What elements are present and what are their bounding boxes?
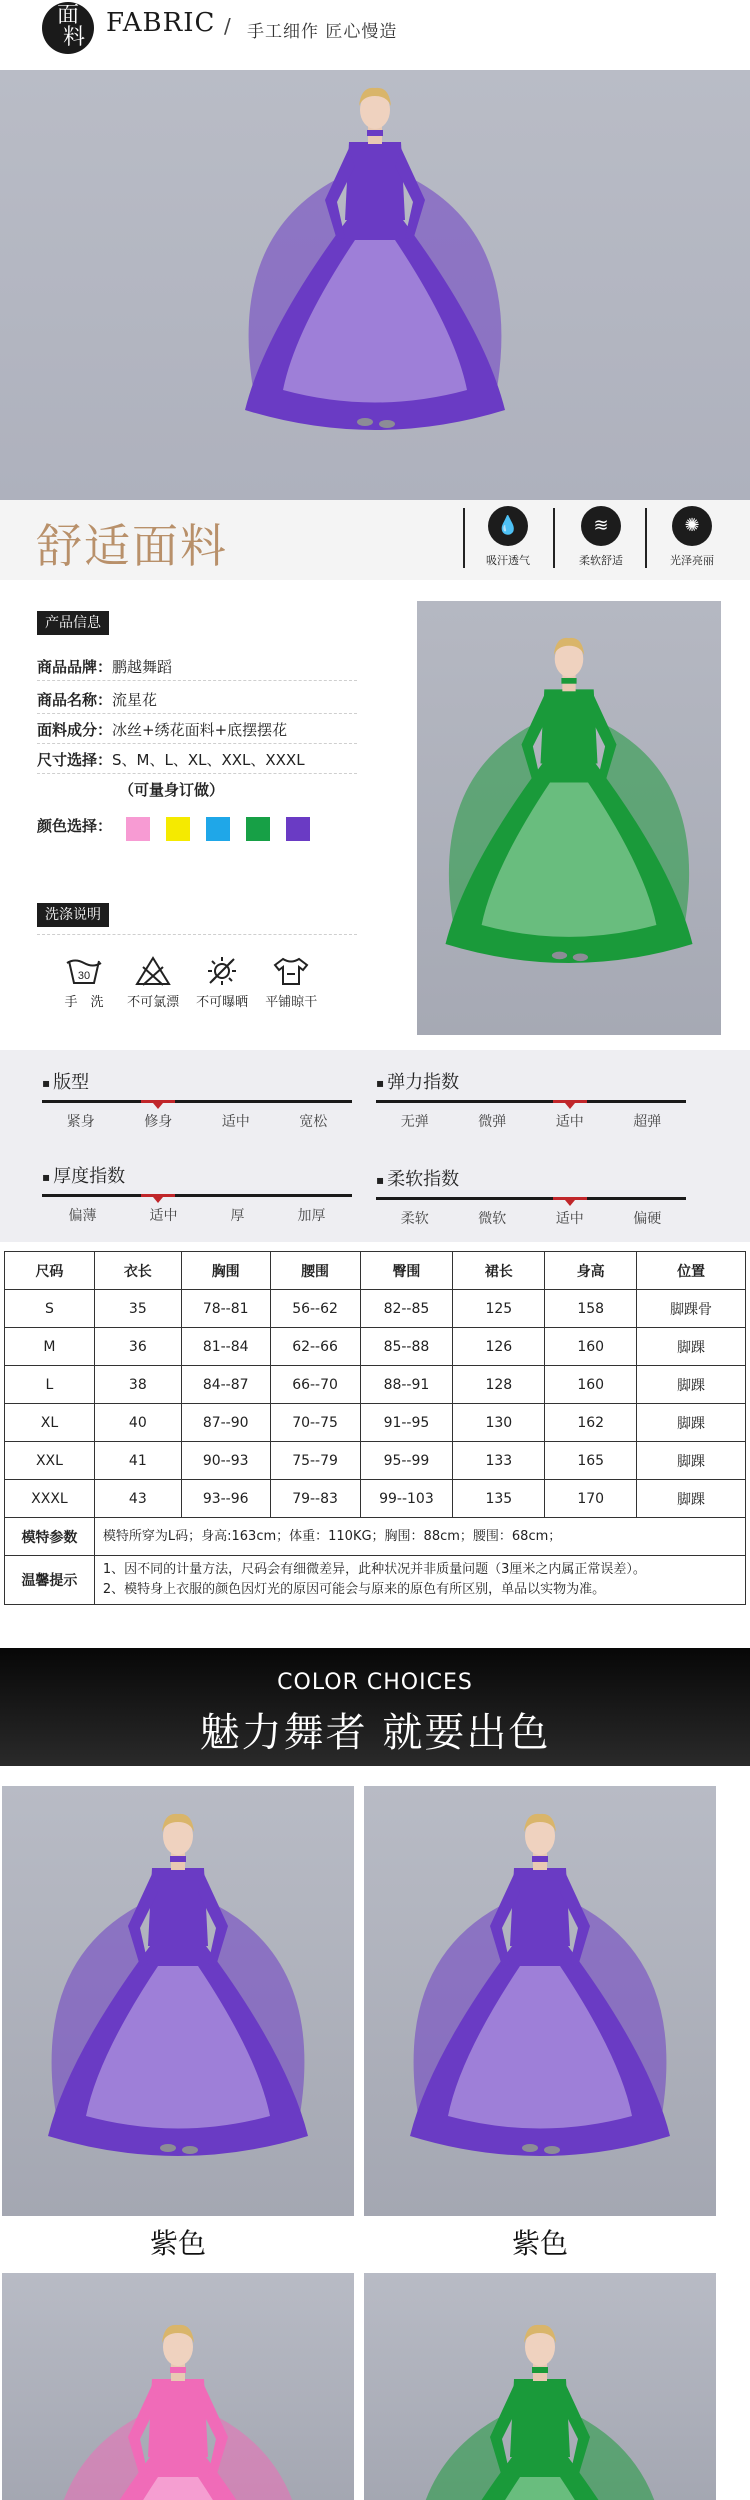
cell: 135 bbox=[453, 1480, 545, 1518]
cell: 40 bbox=[94, 1404, 181, 1442]
no-bleach bbox=[121, 955, 185, 1010]
side-product-photo bbox=[417, 601, 721, 1035]
index-level: 厚 bbox=[230, 1208, 245, 1224]
no-bleach-icon bbox=[121, 955, 185, 991]
dancer-choker bbox=[561, 678, 576, 684]
logo-char-2: 料 bbox=[62, 25, 85, 50]
color-swatch-purple[interactable] bbox=[286, 817, 310, 841]
index-marker bbox=[141, 1194, 175, 1197]
brand-word: FABRIC bbox=[106, 8, 216, 38]
tip-1: 1、因不同的计量方法，尺码会有细微差异，此种状况并非质量问题（3厘米之内属正常误差）。 bbox=[102, 1562, 646, 1577]
color-photo-pink bbox=[2, 2273, 354, 2500]
feature-divider bbox=[553, 508, 555, 568]
dress-bodice bbox=[148, 1868, 208, 1946]
cell: 158 bbox=[545, 1290, 637, 1328]
custom-note-text: （可量身订做） bbox=[119, 781, 225, 799]
feature-divider bbox=[645, 508, 647, 568]
index-level: 适中 bbox=[221, 1114, 250, 1130]
color-swatch-pink[interactable] bbox=[126, 817, 150, 841]
dancer-shoe bbox=[357, 418, 373, 426]
color-select-label bbox=[37, 814, 127, 840]
cell: 43 bbox=[94, 1480, 181, 1518]
index-marker bbox=[553, 1197, 587, 1200]
info-value: 流星花 bbox=[112, 691, 158, 709]
cell: 78--81 bbox=[181, 1290, 270, 1328]
wash-label: 洗涤说明 bbox=[37, 903, 109, 927]
color-choices-cn-title: 魅力舞者 就要出色 bbox=[199, 1710, 551, 1756]
index-level: 微弹 bbox=[478, 1114, 507, 1130]
dancer-choker bbox=[532, 2367, 548, 2373]
tip-2: 2、模特身上衣服的颜色因灯光的原因可能会与原来的原色有所区别，单品以实物为准。 bbox=[102, 1582, 606, 1597]
index-labels bbox=[42, 1111, 352, 1131]
feature-shine bbox=[659, 506, 725, 568]
index-marker bbox=[553, 1100, 587, 1103]
color-swatch-green[interactable] bbox=[246, 817, 270, 841]
dancer-shoe bbox=[522, 2144, 538, 2152]
color-key: 颜色选择： bbox=[37, 817, 113, 835]
cell: 脚踝 bbox=[637, 1442, 746, 1480]
cell: 126 bbox=[453, 1328, 545, 1366]
cell: 93--96 bbox=[181, 1480, 270, 1518]
dancer-shoe bbox=[552, 952, 567, 960]
color-caption: 紫色 bbox=[511, 2227, 568, 2260]
index-scale-bar bbox=[42, 1194, 352, 1197]
cell: 62--66 bbox=[270, 1328, 360, 1366]
flat-dry bbox=[259, 955, 323, 1010]
info-row-name bbox=[37, 688, 357, 714]
soft-waves-icon: ≋ bbox=[581, 506, 621, 546]
info-key: 面料成分： bbox=[37, 721, 113, 739]
no-sun-icon bbox=[190, 955, 254, 991]
index-level: 紧身 bbox=[66, 1114, 95, 1130]
dancer-shoe bbox=[379, 420, 395, 428]
cell: 脚踝 bbox=[637, 1404, 746, 1442]
index-level: 宽松 bbox=[299, 1114, 328, 1130]
index-elasticity bbox=[376, 1068, 686, 1131]
cell: 87--90 bbox=[181, 1404, 270, 1442]
info-key: 商品品牌： bbox=[37, 658, 113, 676]
cell: XXL bbox=[5, 1442, 95, 1480]
feature-label: 吸汗透气 bbox=[486, 554, 530, 567]
index-fit bbox=[42, 1068, 352, 1131]
color-choices-banner bbox=[0, 1648, 750, 1766]
index-thickness bbox=[42, 1162, 352, 1225]
brand-slash: / bbox=[224, 14, 231, 38]
cell: 脚踝 bbox=[637, 1480, 746, 1518]
dress-bodice bbox=[148, 2379, 208, 2457]
info-row-brand bbox=[37, 655, 357, 681]
col-header: 衣长 bbox=[94, 1252, 181, 1290]
index-scale-bar bbox=[376, 1197, 686, 1200]
shine-icon: ✺ bbox=[672, 506, 712, 546]
model-params-label: 模特参数 bbox=[5, 1518, 95, 1556]
index-level: 无弹 bbox=[400, 1114, 429, 1130]
wash-label-text: 手 洗 bbox=[64, 995, 104, 1010]
cell: 75--79 bbox=[270, 1442, 360, 1480]
table-row bbox=[5, 1328, 746, 1366]
feature-title: 舒适面料 bbox=[36, 519, 228, 573]
cell: 70--75 bbox=[270, 1404, 360, 1442]
wash-label-text: 不可曝晒 bbox=[196, 995, 249, 1010]
svg-text:30: 30 bbox=[77, 970, 91, 982]
index-level: 适中 bbox=[149, 1208, 178, 1224]
cell: L bbox=[5, 1366, 95, 1404]
cell: S bbox=[5, 1290, 95, 1328]
dancer-figure-purple bbox=[0, 70, 750, 500]
wash-divider bbox=[37, 934, 357, 935]
table-row bbox=[5, 1442, 746, 1480]
cell: 35 bbox=[94, 1290, 181, 1328]
index-level: 偏薄 bbox=[68, 1208, 97, 1224]
cell: 56--62 bbox=[270, 1290, 360, 1328]
col-header: 位置 bbox=[637, 1252, 746, 1290]
dancer-figure-purple bbox=[364, 1786, 716, 2216]
dress-bodice bbox=[345, 142, 405, 220]
dancer-shoe bbox=[573, 954, 588, 962]
feature-sweat bbox=[475, 506, 541, 568]
table-row bbox=[5, 1480, 746, 1518]
size-table-header bbox=[5, 1252, 746, 1290]
color-choices-en-title: COLOR CHOICES bbox=[277, 1670, 473, 1695]
cell: 133 bbox=[453, 1442, 545, 1480]
cell: 脚踝 bbox=[637, 1328, 746, 1366]
col-header: 腰围 bbox=[270, 1252, 360, 1290]
index-labels bbox=[42, 1205, 352, 1225]
dancer-figure-purple bbox=[2, 1786, 354, 2216]
dancer-choker bbox=[170, 2367, 186, 2373]
info-value: S、M、L、XL、XXL、XXXL bbox=[112, 751, 305, 769]
dancer-choker bbox=[367, 130, 383, 136]
wash-label-text: 不可氯漂 bbox=[127, 995, 180, 1010]
index-labels bbox=[376, 1111, 686, 1131]
col-header: 尺码 bbox=[5, 1252, 95, 1290]
sweat-drops-icon: 💧 bbox=[488, 506, 528, 546]
hero-product-photo bbox=[0, 70, 750, 500]
info-key: 尺寸选择： bbox=[37, 751, 113, 769]
info-row-material bbox=[37, 718, 357, 744]
cell: XXXL bbox=[5, 1480, 95, 1518]
index-title: ▪ 柔软指数 bbox=[376, 1165, 686, 1189]
cell: 91--95 bbox=[360, 1404, 453, 1442]
index-title: ▪ 厚度指数 bbox=[42, 1162, 352, 1186]
tips-row bbox=[5, 1556, 746, 1605]
cell: 79--83 bbox=[270, 1480, 360, 1518]
cell: 84--87 bbox=[181, 1366, 270, 1404]
product-info-label: 产品信息 bbox=[37, 611, 109, 635]
tips-label: 温馨提示 bbox=[5, 1556, 95, 1605]
col-header: 身高 bbox=[545, 1252, 637, 1290]
col-header: 裙长 bbox=[453, 1252, 545, 1290]
cell: 41 bbox=[94, 1442, 181, 1480]
feature-label: 柔软舒适 bbox=[579, 554, 623, 567]
tips-content bbox=[94, 1556, 745, 1605]
dancer-shoe bbox=[182, 2146, 198, 2154]
table-row bbox=[5, 1404, 746, 1442]
hand-wash bbox=[52, 955, 116, 1010]
wash-icons bbox=[52, 955, 352, 1010]
cell: 95--99 bbox=[360, 1442, 453, 1480]
dancer-choker bbox=[532, 1856, 548, 1862]
cell: 165 bbox=[545, 1442, 637, 1480]
cell: 125 bbox=[453, 1290, 545, 1328]
cell: 99--103 bbox=[360, 1480, 453, 1518]
index-level: 加厚 bbox=[297, 1208, 326, 1224]
fabric-logo bbox=[42, 2, 94, 54]
custom-note bbox=[37, 778, 357, 804]
cell: 38 bbox=[94, 1366, 181, 1404]
col-header: 胸围 bbox=[181, 1252, 270, 1290]
cell: 170 bbox=[545, 1480, 637, 1518]
cell: 160 bbox=[545, 1366, 637, 1404]
wash-label-text: 平铺晾干 bbox=[265, 995, 318, 1010]
no-sun bbox=[190, 955, 254, 1010]
fabric-indices bbox=[0, 1050, 750, 1242]
index-marker bbox=[141, 1100, 175, 1103]
hand-wash-30-icon bbox=[52, 955, 116, 991]
dress-bodice bbox=[541, 689, 598, 763]
index-title: ▪ 弹力指数 bbox=[376, 1068, 686, 1092]
logo-char-1: 面 bbox=[56, 3, 79, 28]
index-scale-bar bbox=[376, 1100, 686, 1103]
feature-divider bbox=[463, 508, 465, 568]
feature-bar bbox=[0, 500, 750, 580]
color-photo-purple-1 bbox=[2, 1786, 354, 2216]
cell: M bbox=[5, 1328, 95, 1366]
cell: 162 bbox=[545, 1404, 637, 1442]
cell: 90--93 bbox=[181, 1442, 270, 1480]
cell: 130 bbox=[453, 1404, 545, 1442]
color-swatches bbox=[126, 817, 326, 845]
index-level: 微软 bbox=[478, 1211, 507, 1227]
cell: 81--84 bbox=[181, 1328, 270, 1366]
feature-soft bbox=[568, 506, 634, 568]
info-value: 鹏越舞蹈 bbox=[112, 658, 173, 676]
size-table bbox=[4, 1251, 746, 1605]
page-header bbox=[0, 0, 750, 60]
flat-dry-icon bbox=[259, 955, 323, 991]
dancer-shoe bbox=[160, 2144, 176, 2152]
cell: 脚踝 bbox=[637, 1366, 746, 1404]
index-level: 修身 bbox=[144, 1114, 173, 1130]
cell: 脚踝骨 bbox=[637, 1290, 746, 1328]
feature-label: 光泽亮丽 bbox=[670, 554, 714, 567]
info-key: 商品名称： bbox=[37, 691, 113, 709]
index-level: 偏硬 bbox=[633, 1211, 662, 1227]
model-params-text: 模特所穿为L码；身高:163cm；体重：110KG；胸围：88cm；腰围：68cm； bbox=[94, 1518, 745, 1556]
cell: XL bbox=[5, 1404, 95, 1442]
index-level: 适中 bbox=[555, 1114, 584, 1130]
color-photo-purple-2 bbox=[364, 1786, 716, 2216]
table-row bbox=[5, 1366, 746, 1404]
cell: 82--85 bbox=[360, 1290, 453, 1328]
color-photo-green bbox=[364, 2273, 716, 2500]
col-header: 臀围 bbox=[360, 1252, 453, 1290]
cell: 128 bbox=[453, 1366, 545, 1404]
dancer-figure-pink bbox=[2, 2273, 354, 2500]
brand-tagline: 手工细作 匠心慢造 bbox=[247, 22, 398, 42]
dancer-shoe bbox=[544, 2146, 560, 2154]
cell: 88--91 bbox=[360, 1366, 453, 1404]
model-params-row bbox=[5, 1518, 746, 1556]
dancer-figure-green bbox=[364, 2273, 716, 2500]
index-level: 超弹 bbox=[633, 1114, 662, 1130]
index-scale-bar bbox=[42, 1100, 352, 1103]
index-labels bbox=[376, 1208, 686, 1228]
color-caption: 紫色 bbox=[149, 2227, 206, 2260]
info-value: 冰丝+绣花面料+底摆摆花 bbox=[112, 721, 288, 739]
cell: 66--70 bbox=[270, 1366, 360, 1404]
color-swatch-blue[interactable] bbox=[206, 817, 230, 841]
dress-bodice bbox=[510, 2379, 570, 2457]
table-row bbox=[5, 1290, 746, 1328]
cell: 36 bbox=[94, 1328, 181, 1366]
index-title: ▪ 版型 bbox=[42, 1068, 352, 1092]
cell: 85--88 bbox=[360, 1328, 453, 1366]
index-softness bbox=[376, 1165, 686, 1228]
index-level: 柔软 bbox=[400, 1211, 429, 1227]
cell: 160 bbox=[545, 1328, 637, 1366]
color-swatch-yellow[interactable] bbox=[166, 817, 190, 841]
index-level: 适中 bbox=[555, 1211, 584, 1227]
dress-bodice bbox=[510, 1868, 570, 1946]
info-row-size bbox=[37, 748, 357, 774]
dancer-figure-green bbox=[417, 601, 721, 1035]
dancer-choker bbox=[170, 1856, 186, 1862]
